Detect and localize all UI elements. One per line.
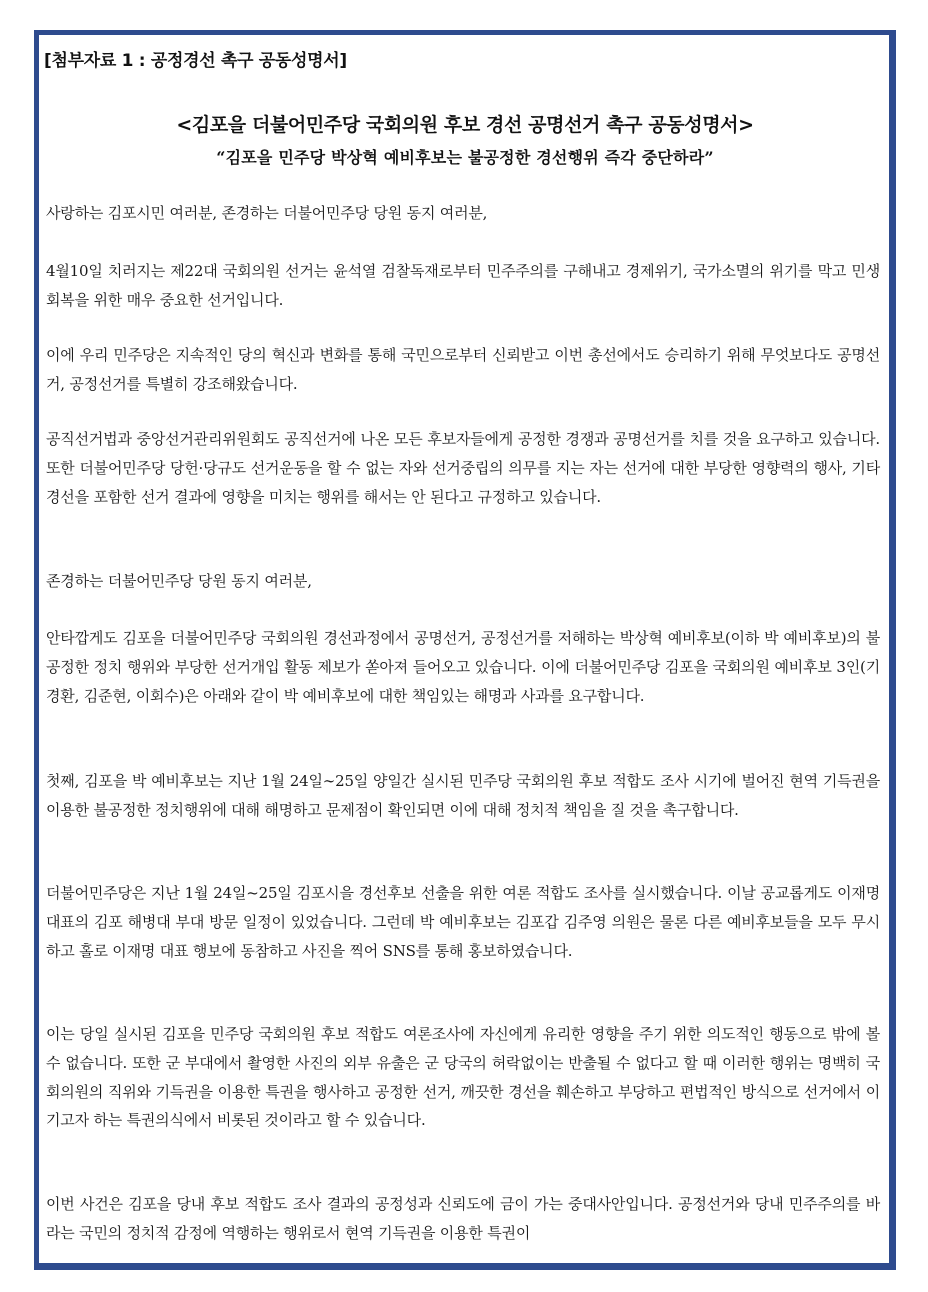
paragraph-unfair-conduct: 안타깝게도 김포을 더불어민주당 국회의원 경선과정에서 공명선거, 공정선거를 저해하는 박상혁 예비후보(이하 박 예비후보)의 불공정한 정치 행위와 부당한 선거개입 활동 제보가 쏟아져 들어오고 있습니다. 이에 더불어민주당 김포을 국회의원 예비후보 3인(기경환, 김준현, 이회수)은 아래와 같이 박 예비후보에 대한 책임있는 해명과 사과를 요구합니다. xyxy=(46,629,880,705)
paragraph-greeting: 사랑하는 김포시민 여러분, 존경하는 더불어민주당 당원 동지 여러분, xyxy=(46,204,488,222)
document-title: <김포을 더불어민주당 국회의원 후보 경선 공명선거 촉구 공동성명서> xyxy=(176,114,754,136)
paragraph-serious-matter: 이번 사건은 김포을 당내 후보 적합도 조사 결과의 공정성과 신뢰도에 금이 가는 중대사안입니다. 공정선거와 당내 민주주의를 바라는 국민의 정치적 감정에 역행하는 행위로서 현역 기득권을 이용한 특권이 xyxy=(46,1195,880,1242)
paragraph-election-importance: 4월10일 치러지는 제22대 국회의원 선거는 윤석열 검찰독재로부터 민주주의를 구해내고 경제위기, 국가소멸의 위기를 막고 민생 회복을 위한 매우 중요한 선거입니다. xyxy=(46,262,880,309)
paragraph-first-demand: 첫째, 김포을 박 예비후보는 지난 1월 24일∼25일 양일간 실시된 민주당 국회의원 후보 적합도 조사 시기에 벌어진 현역 기득권을 이용한 불공정한 정치행위에 대해 해명하고 문제점이 확인되면 이에 대해 정치적 책임을 질 것을 촉구합니다. xyxy=(46,772,880,819)
paragraph-address-members: 존경하는 더불어민주당 당원 동지 여러분, xyxy=(46,572,312,590)
paragraph-fair-election-emphasis: 이에 우리 민주당은 지속적인 당의 혁신과 변화를 통해 국민으로부터 신뢰받고 이번 총선에서도 승리하기 위해 무엇보다도 공명선거, 공정선거를 특별히 강조해왔습니다. xyxy=(46,346,880,393)
document-subtitle: “김포을 민주당 박상혁 예비후보는 불공정한 경선행위 즉각 중단하라” xyxy=(216,148,714,167)
paragraph-survey-event: 더불어민주당은 지난 1월 24일~25일 김포시을 경선후보 선출을 위한 여론 적합도 조사를 실시했습니다. 이날 공교롭게도 이재명 대표의 김포 해병대 부대 방문 일정이 있었습니다. 그런데 박 예비후보는 김포갑 김주영 의원은 물론 다른 예비후보들을 모두 무시하고 홀로 이재명 대표 행보에 동참하고 사진을 찍어 SNS를 통해 홍보하였습니다. xyxy=(46,884,880,960)
attachment-label: [첨부자료 1 : 공정경선 촉구 공동성명서] xyxy=(44,51,347,71)
paragraph-election-law: 공직선거법과 중앙선거관리위원회도 공직선거에 나온 모든 후보자들에게 공정한 경쟁과 공명선거를 치를 것을 요구하고 있습니다. 또한 더불어민주당 당헌·당규도 선거운동을 할 수 없는 자와 선거중립의 의무를 지는 자는 선거에 대한 부당한 영향력의 행사, 기타 경선을 포함한 선거 결과에 영향을 미치는 행위를 해서는 안 된다고 규정하고 있습니다. xyxy=(46,430,880,506)
paragraph-intentional-act: 이는 당일 실시된 김포을 민주당 국회의원 후보 적합도 여론조사에 자신에게 유리한 영향을 주기 위한 의도적인 행동으로 밖에 볼 수 없습니다. 또한 군 부대에서 촬영한 사진의 외부 유출은 군 당국의 허락없이는 반출될 수 없다고 할 때 이러한 행위는 명백히 국회의원의 직위와 기득권을 이용한 특권을 행사하고 공정한 선거, 깨끗한 경선을 훼손하고 부당하고 편법적인 방식으로 선거에서 이기고자 하는 특권의식에서 비롯된 것이라고 할 수 있습니다. xyxy=(46,1025,880,1130)
